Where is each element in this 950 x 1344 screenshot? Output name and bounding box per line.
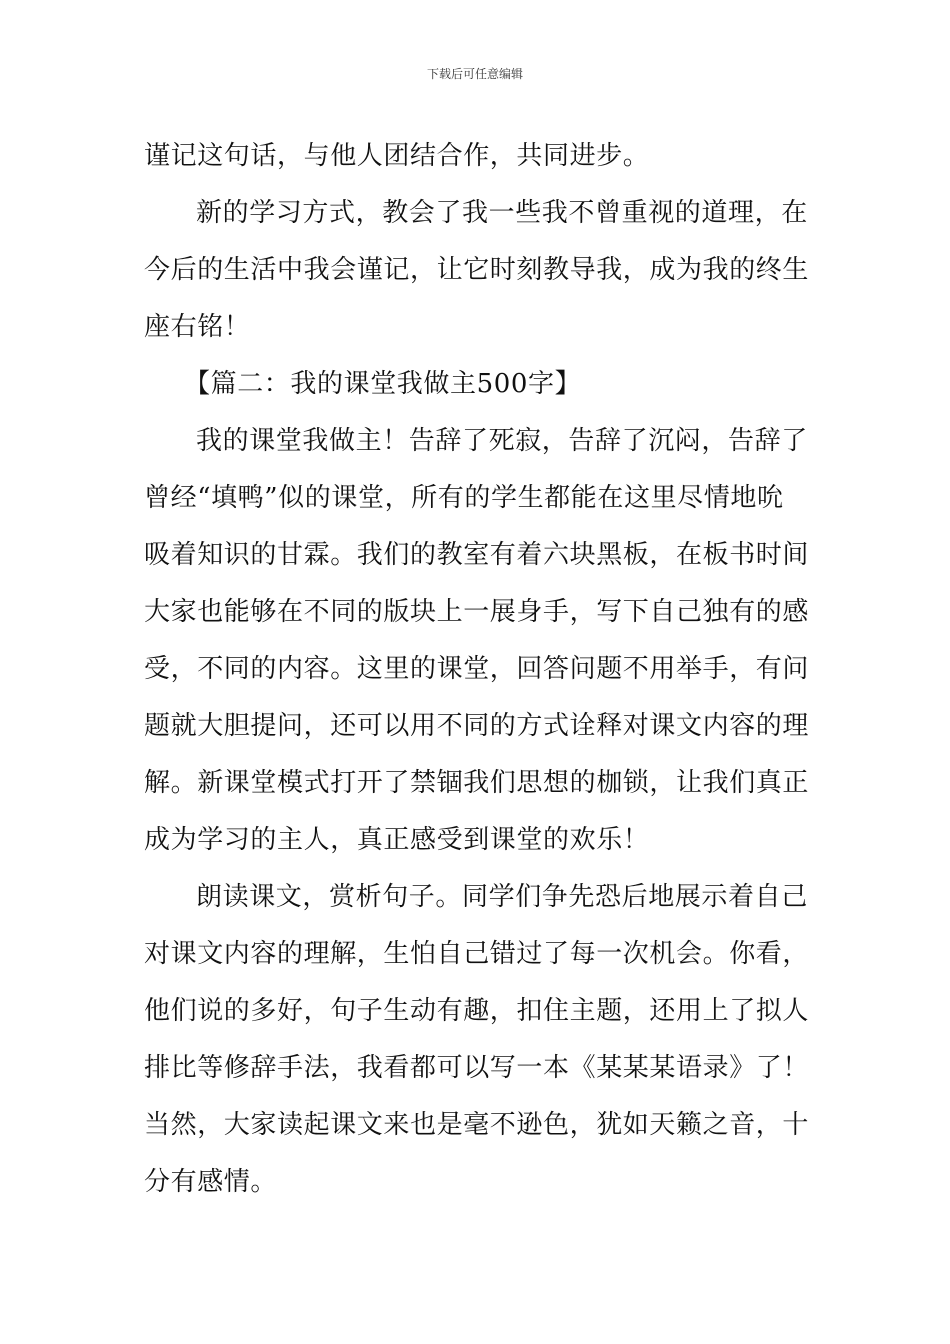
text-line: 吸着知识的甘霖。我们的教室有着六块黑板，在板书时间 <box>144 540 810 570</box>
text-line: 曾经“填鸭”似的课堂，所有的学生都能在这里尽情地吮 <box>144 483 784 513</box>
text-line: 受，不同的内容。这里的课堂，回答问题不用举手，有问 <box>144 654 810 684</box>
text-line: 题就大胆提问，还可以用不同的方式诠释对课文内容的理 <box>144 711 810 741</box>
text-line: 解。新课堂模式打开了禁锢我们思想的枷锁，让我们真正 <box>144 768 810 798</box>
document-body <box>144 128 810 1211</box>
text-line: 分有感情。 <box>144 1167 278 1197</box>
text-line: 我的课堂我做主！告辞了死寂，告辞了沉闷，告辞了 <box>196 426 808 456</box>
page-header: 下载后可任意编辑 <box>426 67 523 81</box>
section-heading: 【篇二：我的课堂我做主500字】 <box>184 369 582 399</box>
text-line: 成为学习的主人，真正感受到课堂的欢乐！ <box>144 825 650 855</box>
text-line: 对课文内容的理解，生怕自己错过了每一次机会。你看， <box>144 939 810 969</box>
text-line: 今后的生活中我会谨记，让它时刻教导我，成为我的终生 <box>144 255 810 285</box>
text-line: 朗读课文，赏析句子。同学们争先恐后地展示着自己 <box>196 882 808 912</box>
text-line: 他们说的多好，句子生动有趣，扣住主题，还用上了拟人 <box>144 996 810 1026</box>
text-line: 排比等修辞手法，我看都可以写一本《某某某语录》了！ <box>144 1053 810 1083</box>
text-line: 当然，大家读起课文来也是毫不逊色，犹如天籁之音，十 <box>144 1110 810 1140</box>
text-line: 座右铭！ <box>144 312 251 342</box>
text-line: 大家也能够在不同的版块上一展身手，写下自己独有的感 <box>144 597 810 627</box>
text-line: 新的学习方式，教会了我一些我不曾重视的道理，在 <box>196 198 808 228</box>
text-line: 谨记这句话，与他人团结合作，共同进步。 <box>144 141 650 171</box>
